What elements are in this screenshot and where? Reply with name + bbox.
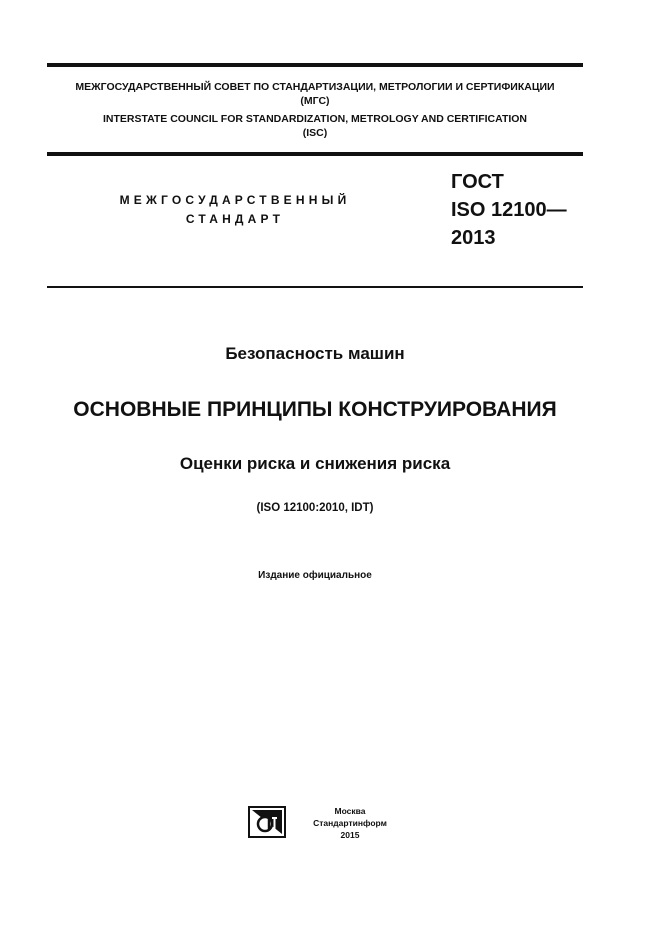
publisher-city: Москва <box>334 806 366 816</box>
header-divider <box>47 152 583 156</box>
top-rule <box>47 63 583 67</box>
subtitle: Оценки риска и снижения риска <box>179 454 451 473</box>
equivalence-note: (ISO 12100:2010, IDT) <box>256 502 374 514</box>
edition-note: Издание официальное <box>258 570 372 581</box>
standard-number: ISO 12100— <box>451 199 567 221</box>
standard-kind-line2: СТАНДАРТ <box>185 212 285 226</box>
standard-kind-line1: МЕЖГОСУДАРСТВЕННЫЙ <box>119 193 351 207</box>
gost-label: ГОСТ <box>451 171 504 193</box>
standard-year: 2013 <box>451 227 496 249</box>
council-abbr-en: (ISC) <box>302 127 328 139</box>
main-title: ОСНОВНЫЕ ПРИНЦИПЫ КОНСТРУИРОВАНИЯ <box>73 398 557 421</box>
topic-title: Безопасность машин <box>225 344 405 363</box>
council-name-ru: МЕЖГОСУДАРСТВЕННЫЙ СОВЕТ ПО СТАНДАРТИЗАЦИИ, МЕТРОЛОГИИ И СЕРТИФИКАЦИИ <box>75 81 555 93</box>
publisher-name: Стандартинформ <box>313 818 387 828</box>
publisher-year: 2015 <box>340 830 360 840</box>
council-name-en: INTERSTATE COUNCIL FOR STANDARDIZATION, METROLOGY AND CERTIFICATION <box>102 113 528 125</box>
council-abbr-ru: (МГС) <box>300 95 330 107</box>
standartinform-logo-icon <box>248 806 286 838</box>
standard-divider <box>47 286 583 288</box>
